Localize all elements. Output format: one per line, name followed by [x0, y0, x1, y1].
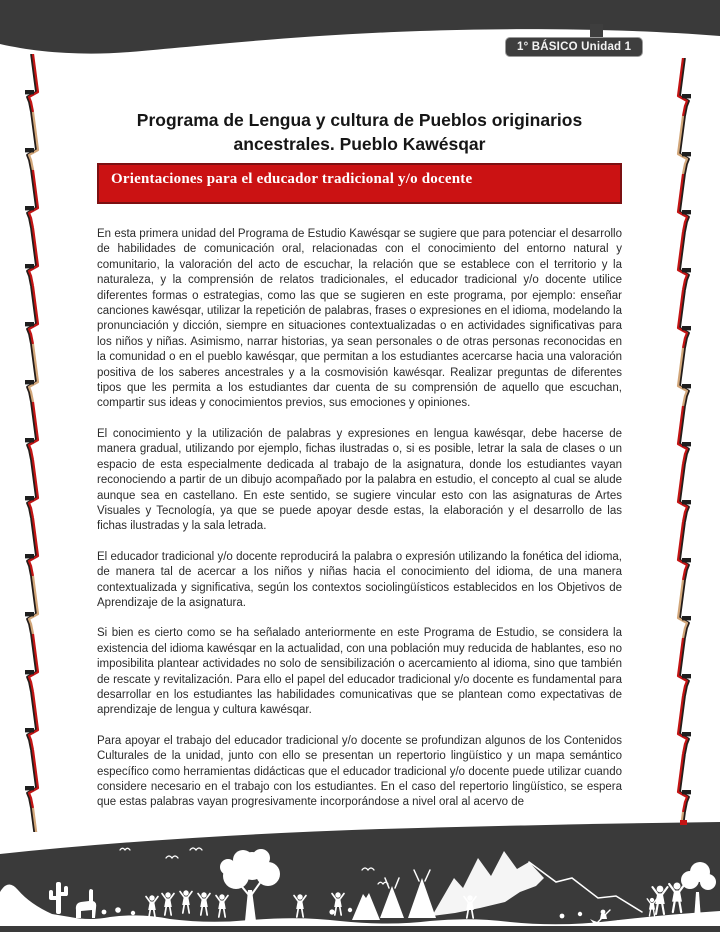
section-banner: Orientaciones para el educador tradicional y/o docente [97, 163, 622, 204]
paragraph: Para apoyar el trabajo del educador tradicional y/o docente se profundizan algunos de los Contenidos Culturales de la unidad, junto con ello se presentan un repertorio lingüístico y un mapa semántico específico como herramientas didácticas que el educador tradicional y/o docente puede utilizar cuando considere necesario en el trabajo con los estudiantes. En el caso del repertorio lingüístico, se espera que estas palabras vayan progresivamente incorporándose a nivel oral al acervo de [97, 734, 622, 809]
zigzag-border-left-icon [24, 54, 44, 832]
unit-badge: 1° BÁSICO Unidad 1 [505, 37, 643, 57]
body-text [97, 227, 622, 811]
paragraph: El conocimiento y la utilización de palabras y expresiones en lengua kawésqar, debe hacerse de manera gradual, utilizando por ejemplo, fichas ilustradas o, si es posible, letrar la sala de clases o un espacio de esta especialmente dedicada al trabajo de la asignatura, donde los estudiantes vayan reconociendo a partir de un dibujo acompañado por la palabra en estudio, el concepto al cual se alude aunque sea en castellano. En este sentido, se sugiere vincular esto con las asignaturas de Artes Visuales y Tecnología, ya que se puede apoyar desde estas, la elaboración y el desarrollo de las fichas ilustradas y la sala letrada. [97, 427, 622, 533]
landscape-silhouette-icon [0, 820, 720, 932]
page-title: Programa de Lengua y cultura de Pueblos originarios ancestrales. Pueblo Kawésqar [136, 110, 583, 154]
paragraph: Si bien es cierto como se ha señalado anteriormente en este Programa de Estudio, se considera la existencia del idioma kawésqar en la actualidad, con una población muy reducida de hablantes, eso no imposibilita plantear actividades no solo de sensibilización o acercamiento al idioma, sino que también de rescate y revitalización. Para ello el papel del educador tradicional y/o docente es fundamental para desarrollar en los estudiantes las habilidades comunicativas que se plantean como expectativas de aprendizaje de lengua y cultura kawésqar. [97, 627, 622, 717]
paragraph: El educador tradicional y/o docente reproducirá la palabra o expresión utilizando la fonética del idioma, de manera tal de acercar a los niños y niñas hacia el conocimiento del idioma, de una manera contextualizada y significativa, según los contextos sociolingüísticos establecidos en los Objetivos de Aprendizaje de la asignatura. [97, 550, 622, 609]
zigzag-border-right-icon [672, 58, 692, 830]
paragraph: En esta primera unidad del Programa de Estudio Kawésqar se sugiere que para potenciar el desarrollo de habilidades de comunicación oral, relacionadas con el conocimiento del entorno natural y comunitario, la valoración del acto de escuchar, la relación que se establece con el territorio y la naturaleza, y la comprensión de relatos tradicionales, el educador tradicional y/o docente utilice diferentes formas o estrategias, como las que se sugieren en este programa, por ejemplo: enseñar canciones kawésqar, utilizar la repetición de palabras, frases o expresiones en el idioma, modelando la pronunciación y dicción, siempre en situaciones contextualizadas o en actividades significativas para los niños y niñas. Asimismo, narrar historias, ya sean personales o de otras personas reconocidas en la comunidad o en el pueblo kawésqar, que permitan a los estudiantes acercarse hacia una valoración positiva de los saberes ancestrales y a la cosmovisión kawésqar. Realizar preguntas de diferentes tipos que les permita a los estudiantes dar cuenta de su comprensión de aquello que escuchan, compartir sus ideas y conocimientos previos, sus emociones y opiniones. [97, 228, 622, 410]
content-area [97, 0, 622, 811]
